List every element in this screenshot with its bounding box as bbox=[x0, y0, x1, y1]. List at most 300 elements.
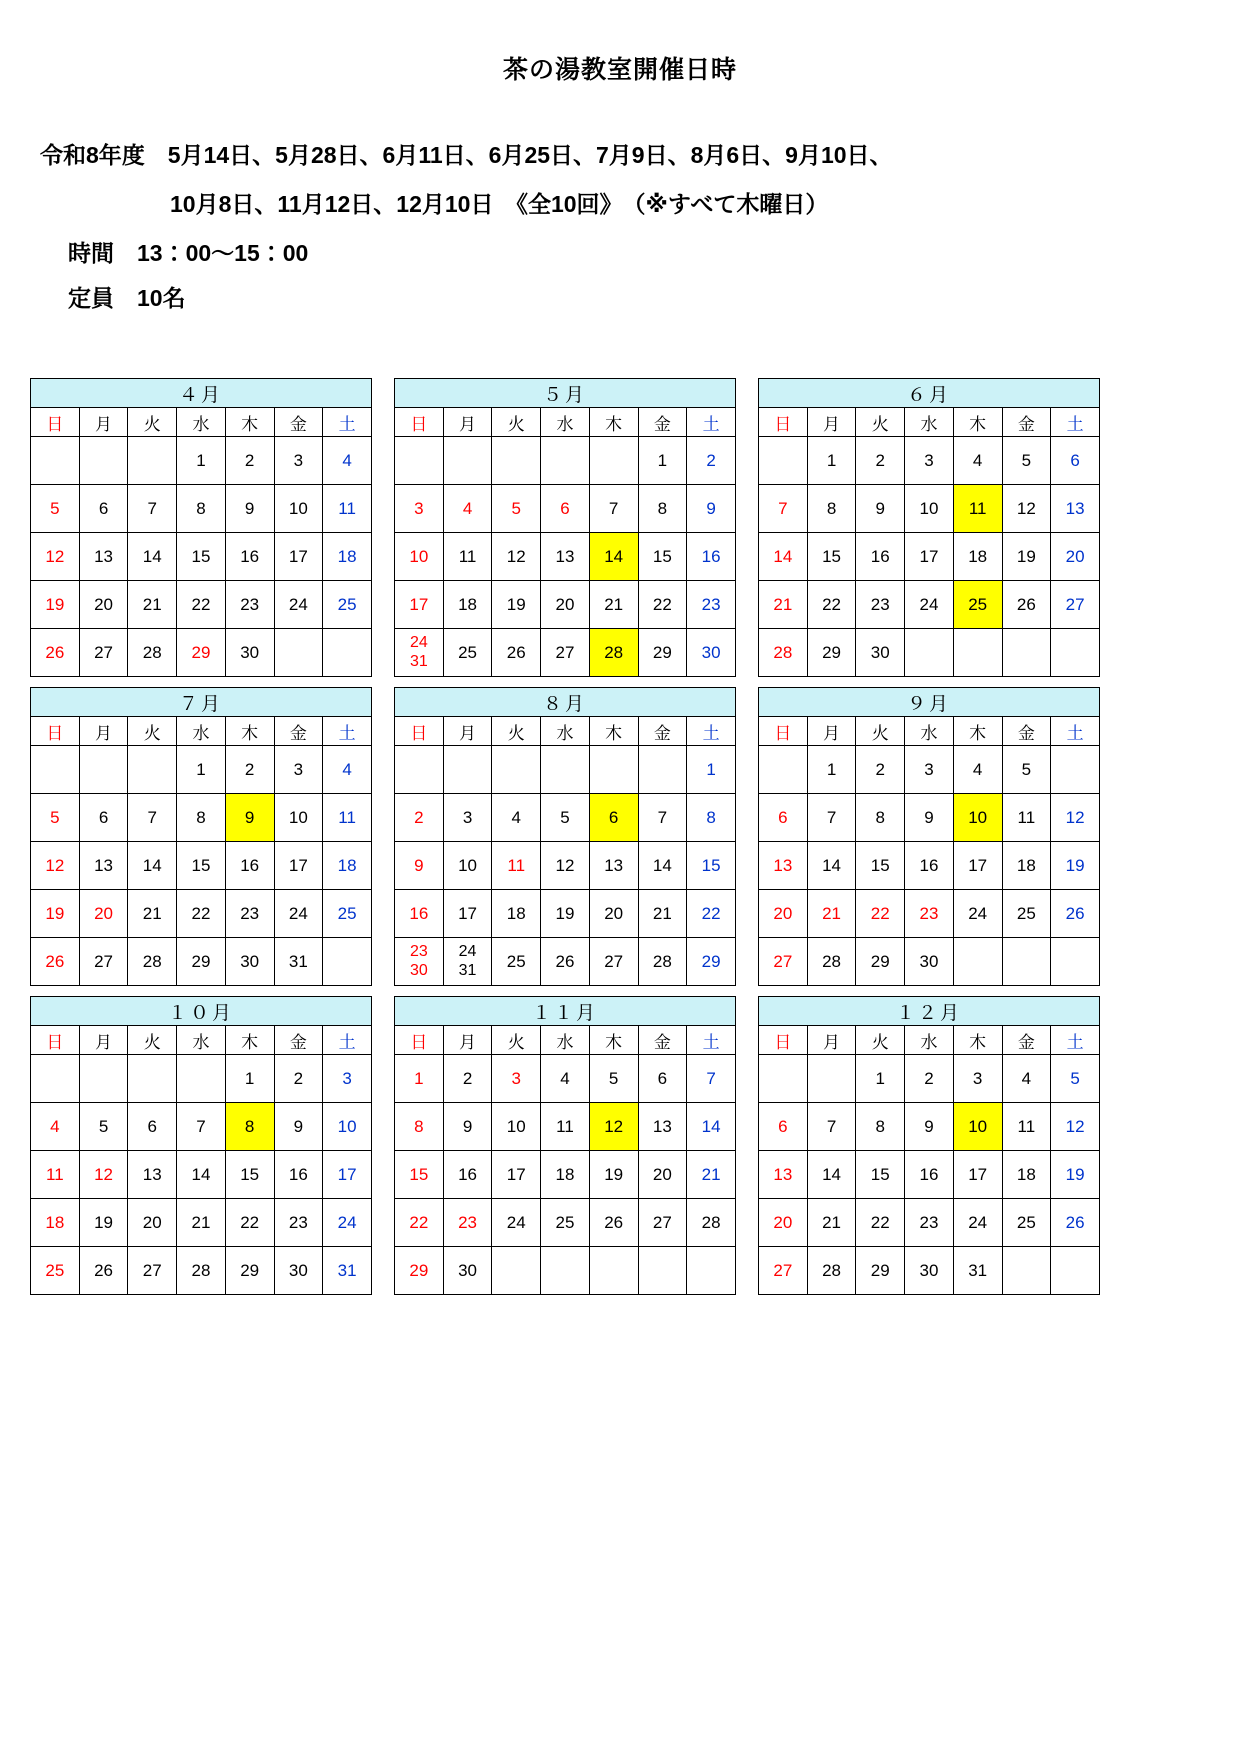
calendar-day-cell[interactable]: 4 bbox=[323, 437, 372, 485]
day-number-secondary: 30 bbox=[409, 961, 428, 979]
calendar-day-cell[interactable]: 10 bbox=[274, 485, 323, 533]
calendar-day-cell[interactable]: 14 bbox=[128, 533, 177, 581]
calendar-day-cell[interactable]: 28 bbox=[759, 629, 808, 677]
calendar-day-cell[interactable]: 31 bbox=[323, 1247, 372, 1295]
calendar-day-cell[interactable]: 7 bbox=[638, 794, 687, 842]
weekday-header: 日 bbox=[395, 1026, 444, 1055]
calendar-day-cell[interactable]: 30 bbox=[905, 938, 954, 986]
calendar-day-cell[interactable]: 14 bbox=[687, 1103, 736, 1151]
month-header: ５月 bbox=[395, 379, 736, 408]
calendar-day-cell[interactable]: 13 bbox=[759, 842, 808, 890]
calendar-day-cell[interactable]: 2 bbox=[395, 794, 444, 842]
calendar-day-cell[interactable]: 27 bbox=[589, 938, 638, 986]
calendar-day-cell[interactable]: 25 bbox=[323, 890, 372, 938]
calendar-day-cell[interactable]: 4 bbox=[492, 794, 541, 842]
calendar-day-cell[interactable]: 4 bbox=[31, 1103, 80, 1151]
calendar-day-cell[interactable]: 29 bbox=[177, 938, 226, 986]
calendar-day-cell[interactable]: 20 bbox=[638, 1151, 687, 1199]
calendar-day-cell[interactable]: 3 bbox=[443, 794, 492, 842]
calendar-day-cell[interactable]: 18 bbox=[323, 533, 372, 581]
calendar-day-cell[interactable]: 23 bbox=[443, 1199, 492, 1247]
calendar-day-cell[interactable]: 16 bbox=[395, 890, 444, 938]
month-header: ６月 bbox=[759, 379, 1100, 408]
calendar-day-cell[interactable]: 7 bbox=[807, 1103, 856, 1151]
weekday-header: 月 bbox=[79, 717, 128, 746]
calendar-week-row bbox=[31, 1151, 372, 1199]
calendar-day-cell[interactable]: 10 bbox=[395, 533, 444, 581]
calendar-day-cell[interactable]: 2 bbox=[856, 746, 905, 794]
calendar-day-cell[interactable]: 25 bbox=[1002, 1199, 1051, 1247]
calendar-day-cell[interactable]: 3 bbox=[323, 1055, 372, 1103]
calendar-day-cell[interactable]: 20 bbox=[541, 581, 590, 629]
calendar-day-cell[interactable]: 20 bbox=[759, 1199, 808, 1247]
calendar-day-cell[interactable]: 30 bbox=[225, 938, 274, 986]
calendar-day-cell[interactable]: 20 bbox=[79, 890, 128, 938]
calendar-day-cell[interactable]: 10 bbox=[905, 485, 954, 533]
calendar-day-cell[interactable]: 5 bbox=[79, 1103, 128, 1151]
calendar-day-cell[interactable]: 23 bbox=[856, 581, 905, 629]
calendar-day-cell[interactable]: 11 bbox=[1002, 794, 1051, 842]
calendar-day-cell[interactable]: 29 bbox=[807, 629, 856, 677]
calendar-week-row bbox=[759, 1247, 1100, 1295]
calendar-day-cell[interactable]: 20 bbox=[589, 890, 638, 938]
calendar-day-cell[interactable]: 1 bbox=[856, 1055, 905, 1103]
calendar-day-cell[interactable]: 18 bbox=[443, 581, 492, 629]
calendar-day-cell[interactable]: 9 bbox=[443, 1103, 492, 1151]
calendar-day-cell[interactable]: 21 bbox=[807, 890, 856, 938]
calendar-day-cell[interactable]: 22 bbox=[177, 581, 226, 629]
calendar-day-cell[interactable]: 14 bbox=[807, 842, 856, 890]
calendar-day-cell[interactable]: 16 bbox=[274, 1151, 323, 1199]
calendar-day-cell[interactable]: 28 bbox=[638, 938, 687, 986]
calendar-day-cell[interactable]: 19 bbox=[31, 581, 80, 629]
calendar-day-cell[interactable]: 24 bbox=[953, 1199, 1002, 1247]
calendar-day-cell[interactable]: 1 bbox=[807, 746, 856, 794]
calendar-day-cell[interactable]: 27 bbox=[128, 1247, 177, 1295]
calendar-day-cell[interactable]: 4 bbox=[443, 485, 492, 533]
calendar-day-cell[interactable]: 24 bbox=[274, 890, 323, 938]
calendar-day-cell[interactable]: 17 bbox=[443, 890, 492, 938]
calendar-day-cell[interactable]: 28 bbox=[177, 1247, 226, 1295]
calendar-day-cell[interactable]: 15 bbox=[395, 1151, 444, 1199]
calendar-day-cell[interactable]: 22 bbox=[687, 890, 736, 938]
calendar-day-cell[interactable]: 29 bbox=[638, 629, 687, 677]
calendar-day-cell[interactable]: 17 bbox=[953, 842, 1002, 890]
calendar-day-cell[interactable]: 28 bbox=[128, 629, 177, 677]
calendar-day-cell[interactable]: 12 bbox=[589, 1103, 638, 1151]
calendar-day-cell[interactable]: 16 bbox=[687, 533, 736, 581]
calendar-day-cell[interactable]: 12 bbox=[31, 842, 80, 890]
calendar-day-cell[interactable]: 6 bbox=[1051, 437, 1100, 485]
calendar-day-cell[interactable]: 2 bbox=[856, 437, 905, 485]
calendar-day-cell[interactable]: 14 bbox=[177, 1151, 226, 1199]
calendar-day-cell[interactable]: 12 bbox=[1002, 485, 1051, 533]
calendar-day-cell[interactable]: 26 bbox=[1051, 890, 1100, 938]
calendar-day-cell[interactable]: 3 bbox=[905, 746, 954, 794]
calendar-day-cell[interactable]: 18 bbox=[492, 890, 541, 938]
calendar-month bbox=[30, 687, 372, 986]
calendar-day-cell[interactable]: 21 bbox=[177, 1199, 226, 1247]
calendar-day-cell[interactable]: 20 bbox=[79, 581, 128, 629]
calendar-day-cell[interactable]: 30 bbox=[274, 1247, 323, 1295]
calendar-day-cell[interactable]: 25 bbox=[31, 1247, 80, 1295]
calendar-day-cell[interactable]: 23 bbox=[225, 890, 274, 938]
calendar-day-cell[interactable]: 26 bbox=[589, 1199, 638, 1247]
calendar-day-cell[interactable] bbox=[395, 629, 444, 677]
calendar-day-cell[interactable]: 27 bbox=[759, 938, 808, 986]
calendar-day-cell[interactable]: 16 bbox=[225, 842, 274, 890]
calendar-day-cell[interactable]: 5 bbox=[1002, 437, 1051, 485]
calendar-day-cell[interactable]: 6 bbox=[759, 794, 808, 842]
calendar-day-cell[interactable]: 20 bbox=[1051, 533, 1100, 581]
calendar-day-cell[interactable]: 8 bbox=[856, 1103, 905, 1151]
calendar-day-cell[interactable]: 10 bbox=[274, 794, 323, 842]
calendar-day-cell[interactable]: 3 bbox=[395, 485, 444, 533]
calendar-day-cell[interactable]: 11 bbox=[492, 842, 541, 890]
calendar-day-cell[interactable]: 19 bbox=[1051, 842, 1100, 890]
calendar-day-cell[interactable]: 8 bbox=[395, 1103, 444, 1151]
calendar-day-cell[interactable]: 30 bbox=[856, 629, 905, 677]
calendar-day-cell[interactable]: 13 bbox=[79, 533, 128, 581]
calendar-day-cell[interactable]: 7 bbox=[128, 485, 177, 533]
calendar-day-cell[interactable]: 10 bbox=[953, 1103, 1002, 1151]
calendar-day-cell[interactable]: 22 bbox=[807, 581, 856, 629]
calendar-day-cell[interactable]: 29 bbox=[225, 1247, 274, 1295]
calendar-day-cell[interactable]: 15 bbox=[177, 842, 226, 890]
calendar-day-cell[interactable]: 2 bbox=[225, 746, 274, 794]
calendar-day-cell[interactable]: 29 bbox=[395, 1247, 444, 1295]
calendar-day-cell[interactable]: 18 bbox=[1002, 842, 1051, 890]
calendar-empty-cell bbox=[443, 437, 492, 485]
calendar-day-cell[interactable]: 3 bbox=[274, 746, 323, 794]
calendar-day-cell[interactable]: 31 bbox=[274, 938, 323, 986]
calendar-day-cell[interactable]: 22 bbox=[638, 581, 687, 629]
calendar-day-cell[interactable]: 15 bbox=[177, 533, 226, 581]
calendar-day-cell[interactable]: 16 bbox=[856, 533, 905, 581]
calendar-day-cell[interactable]: 6 bbox=[589, 794, 638, 842]
calendar-day-cell[interactable]: 26 bbox=[1002, 581, 1051, 629]
calendar-day-cell[interactable]: 5 bbox=[1051, 1055, 1100, 1103]
calendar-day-cell[interactable]: 27 bbox=[638, 1199, 687, 1247]
schedule-time: 時間 13：00〜15：00 bbox=[68, 240, 309, 266]
calendar-day-cell[interactable]: 7 bbox=[589, 485, 638, 533]
calendar-day-cell[interactable]: 24 bbox=[492, 1199, 541, 1247]
calendar-day-cell[interactable]: 14 bbox=[759, 533, 808, 581]
calendar-day-cell[interactable]: 13 bbox=[79, 842, 128, 890]
calendar-day-cell[interactable]: 7 bbox=[177, 1103, 226, 1151]
calendar-day-cell[interactable]: 18 bbox=[31, 1199, 80, 1247]
calendar-day-cell[interactable] bbox=[395, 938, 444, 986]
calendar-day-cell[interactable]: 13 bbox=[589, 842, 638, 890]
calendar-day-cell[interactable]: 1 bbox=[638, 437, 687, 485]
calendar-day-cell[interactable]: 4 bbox=[953, 746, 1002, 794]
calendar-day-cell[interactable]: 26 bbox=[79, 1247, 128, 1295]
calendar-day-cell[interactable]: 10 bbox=[443, 842, 492, 890]
calendar-day-cell[interactable]: 19 bbox=[541, 890, 590, 938]
calendar-table bbox=[30, 996, 372, 1295]
calendar-day-cell[interactable]: 23 bbox=[905, 890, 954, 938]
calendar-day-cell[interactable]: 1 bbox=[177, 746, 226, 794]
calendar-day-cell[interactable]: 24 bbox=[905, 581, 954, 629]
calendar-day-cell[interactable]: 25 bbox=[443, 629, 492, 677]
calendar-day-cell[interactable]: 19 bbox=[492, 581, 541, 629]
calendar-empty-cell bbox=[492, 746, 541, 794]
calendar-day-cell[interactable]: 8 bbox=[177, 794, 226, 842]
calendar-day-cell[interactable]: 13 bbox=[759, 1151, 808, 1199]
calendar-week-row bbox=[31, 794, 372, 842]
calendar-day-cell[interactable]: 17 bbox=[953, 1151, 1002, 1199]
calendar-day-cell[interactable]: 13 bbox=[541, 533, 590, 581]
calendar-day-cell[interactable]: 8 bbox=[177, 485, 226, 533]
calendar-day-cell[interactable]: 5 bbox=[589, 1055, 638, 1103]
calendar-day-cell[interactable]: 9 bbox=[687, 485, 736, 533]
calendar-day-cell[interactable]: 12 bbox=[1051, 794, 1100, 842]
calendar-day-cell[interactable]: 18 bbox=[1002, 1151, 1051, 1199]
month-header: １１月 bbox=[395, 997, 736, 1026]
calendar-month bbox=[758, 687, 1100, 986]
calendar-day-cell[interactable]: 11 bbox=[443, 533, 492, 581]
calendar-day-cell[interactable] bbox=[1051, 746, 1100, 794]
calendar-day-cell[interactable]: 28 bbox=[128, 938, 177, 986]
calendar-day-cell[interactable]: 11 bbox=[953, 485, 1002, 533]
calendar-day-cell[interactable]: 19 bbox=[31, 890, 80, 938]
calendar-day-cell[interactable]: 19 bbox=[1002, 533, 1051, 581]
calendar-day-cell[interactable]: 1 bbox=[807, 437, 856, 485]
calendar-day-cell[interactable]: 12 bbox=[31, 533, 80, 581]
calendar-day-cell[interactable]: 5 bbox=[1002, 746, 1051, 794]
calendar-day-cell[interactable]: 25 bbox=[1002, 890, 1051, 938]
calendar-day-cell[interactable]: 14 bbox=[589, 533, 638, 581]
calendar-day-cell[interactable]: 5 bbox=[492, 485, 541, 533]
calendar-day-cell[interactable]: 3 bbox=[953, 1055, 1002, 1103]
calendar-day-cell[interactable]: 10 bbox=[492, 1103, 541, 1151]
calendar-day-cell[interactable]: 4 bbox=[1002, 1055, 1051, 1103]
calendar-day-cell[interactable]: 6 bbox=[759, 1103, 808, 1151]
calendar-day-cell[interactable]: 28 bbox=[807, 938, 856, 986]
calendar-day-cell[interactable]: 8 bbox=[856, 794, 905, 842]
calendar-day-cell[interactable]: 28 bbox=[687, 1199, 736, 1247]
calendar-day-cell[interactable]: 1 bbox=[687, 746, 736, 794]
calendar-day-cell[interactable]: 26 bbox=[541, 938, 590, 986]
calendar-day-cell[interactable]: 9 bbox=[274, 1103, 323, 1151]
calendar-day-cell[interactable]: 2 bbox=[443, 1055, 492, 1103]
calendar-day-cell[interactable]: 3 bbox=[905, 437, 954, 485]
calendar-day-cell[interactable]: 16 bbox=[905, 1151, 954, 1199]
calendar-day-cell[interactable]: 15 bbox=[856, 1151, 905, 1199]
calendar-day-cell[interactable]: 6 bbox=[79, 485, 128, 533]
calendar-day-cell[interactable]: 20 bbox=[128, 1199, 177, 1247]
calendar-day-cell[interactable]: 15 bbox=[856, 842, 905, 890]
calendar-day-cell[interactable]: 26 bbox=[1051, 1199, 1100, 1247]
calendar-day-cell[interactable]: 9 bbox=[905, 1103, 954, 1151]
calendar-day-cell[interactable]: 1 bbox=[395, 1055, 444, 1103]
calendar-day-cell[interactable]: 24 bbox=[274, 581, 323, 629]
calendar-day-cell[interactable]: 3 bbox=[274, 437, 323, 485]
calendar-day-cell[interactable]: 25 bbox=[541, 1199, 590, 1247]
calendar-day-cell[interactable]: 27 bbox=[79, 629, 128, 677]
calendar-day-cell[interactable]: 2 bbox=[905, 1055, 954, 1103]
calendar-day-cell[interactable]: 18 bbox=[541, 1151, 590, 1199]
calendar-day-cell[interactable]: 29 bbox=[856, 1247, 905, 1295]
calendar-day-cell[interactable]: 6 bbox=[128, 1103, 177, 1151]
calendar-month bbox=[30, 378, 372, 677]
calendar-day-cell[interactable]: 15 bbox=[225, 1151, 274, 1199]
calendar-day-cell[interactable]: 27 bbox=[541, 629, 590, 677]
calendar-day-cell[interactable]: 27 bbox=[1051, 581, 1100, 629]
calendar-day-cell[interactable]: 29 bbox=[856, 938, 905, 986]
calendar-day-cell[interactable]: 27 bbox=[79, 938, 128, 986]
calendar-day-cell[interactable]: 1 bbox=[177, 437, 226, 485]
calendar-day-cell[interactable]: 17 bbox=[323, 1151, 372, 1199]
calendar-day-cell[interactable]: 12 bbox=[492, 533, 541, 581]
calendar-table bbox=[394, 687, 736, 986]
weekday-header: 日 bbox=[759, 1026, 808, 1055]
calendar-day-cell[interactable]: 24 bbox=[953, 890, 1002, 938]
calendar-empty-cell bbox=[953, 938, 1002, 986]
calendar-day-cell[interactable]: 19 bbox=[79, 1199, 128, 1247]
calendar-day-cell[interactable]: 15 bbox=[638, 533, 687, 581]
calendar-day-cell[interactable]: 11 bbox=[323, 794, 372, 842]
calendar-day-cell[interactable]: 26 bbox=[31, 938, 80, 986]
calendar-day-cell[interactable]: 8 bbox=[807, 485, 856, 533]
calendar-day-cell[interactable]: 7 bbox=[807, 794, 856, 842]
calendar-day-cell[interactable]: 26 bbox=[492, 629, 541, 677]
calendar-day-cell[interactable]: 29 bbox=[687, 938, 736, 986]
calendar-day-cell[interactable]: 12 bbox=[541, 842, 590, 890]
calendar-day-cell[interactable]: 27 bbox=[759, 1247, 808, 1295]
calendar-day-cell[interactable]: 13 bbox=[638, 1103, 687, 1151]
calendar-week-row bbox=[31, 437, 372, 485]
calendar-day-cell[interactable]: 2 bbox=[274, 1055, 323, 1103]
calendar-day-cell[interactable]: 2 bbox=[225, 437, 274, 485]
calendar-day-cell[interactable]: 7 bbox=[128, 794, 177, 842]
calendar-day-cell[interactable]: 30 bbox=[687, 629, 736, 677]
day-number-secondary: 31 bbox=[409, 652, 428, 670]
calendar-day-cell[interactable]: 29 bbox=[177, 629, 226, 677]
calendar-day-cell[interactable]: 12 bbox=[79, 1151, 128, 1199]
calendar-day-cell[interactable]: 21 bbox=[638, 890, 687, 938]
calendar-day-cell[interactable]: 28 bbox=[807, 1247, 856, 1295]
calendar-week-row bbox=[31, 1199, 372, 1247]
calendar-day-cell[interactable]: 30 bbox=[443, 1247, 492, 1295]
calendar-day-cell[interactable]: 14 bbox=[128, 842, 177, 890]
calendar-day-cell[interactable]: 22 bbox=[177, 890, 226, 938]
calendar-day-cell[interactable]: 31 bbox=[953, 1247, 1002, 1295]
calendar-day-cell[interactable]: 7 bbox=[687, 1055, 736, 1103]
calendar-day-cell[interactable]: 22 bbox=[395, 1199, 444, 1247]
calendar-day-cell[interactable]: 22 bbox=[856, 1199, 905, 1247]
calendar-day-cell[interactable]: 4 bbox=[541, 1055, 590, 1103]
calendar-day-cell[interactable]: 26 bbox=[31, 629, 80, 677]
calendar-day-cell[interactable]: 11 bbox=[541, 1103, 590, 1151]
calendar-day-cell[interactable]: 15 bbox=[807, 533, 856, 581]
calendar-day-cell[interactable]: 19 bbox=[1051, 1151, 1100, 1199]
calendar-day-cell[interactable]: 16 bbox=[905, 842, 954, 890]
calendar-day-cell[interactable]: 17 bbox=[395, 581, 444, 629]
calendar-day-cell[interactable]: 23 bbox=[905, 1199, 954, 1247]
calendar-day-cell[interactable]: 21 bbox=[589, 581, 638, 629]
calendar-day-cell[interactable]: 8 bbox=[638, 485, 687, 533]
calendar-day-cell[interactable]: 19 bbox=[589, 1151, 638, 1199]
calendar-day-cell[interactable]: 8 bbox=[225, 1103, 274, 1151]
calendar-day-cell[interactable]: 24 bbox=[323, 1199, 372, 1247]
calendar-day-cell[interactable]: 8 bbox=[687, 794, 736, 842]
calendar-day-cell[interactable]: 30 bbox=[225, 629, 274, 677]
calendar-day-cell[interactable]: 18 bbox=[323, 842, 372, 890]
calendar-day-cell[interactable]: 9 bbox=[225, 485, 274, 533]
calendar-day-cell[interactable]: 17 bbox=[274, 842, 323, 890]
calendar-day-cell[interactable]: 16 bbox=[443, 1151, 492, 1199]
calendar-day-cell[interactable]: 11 bbox=[323, 485, 372, 533]
calendar-day-cell[interactable]: 10 bbox=[953, 794, 1002, 842]
calendar-day-cell[interactable]: 20 bbox=[759, 890, 808, 938]
calendar-day-cell[interactable]: 9 bbox=[905, 794, 954, 842]
calendar-day-cell[interactable]: 17 bbox=[274, 533, 323, 581]
calendar-day-cell[interactable]: 21 bbox=[128, 890, 177, 938]
calendar-day-cell[interactable]: 25 bbox=[492, 938, 541, 986]
calendar-day-cell[interactable]: 25 bbox=[323, 581, 372, 629]
calendar-day-cell[interactable]: 6 bbox=[638, 1055, 687, 1103]
calendar-day-cell[interactable]: 4 bbox=[323, 746, 372, 794]
calendar-day-cell[interactable]: 15 bbox=[687, 842, 736, 890]
calendar-day-cell[interactable]: 11 bbox=[1002, 1103, 1051, 1151]
calendar-day-cell[interactable]: 23 bbox=[225, 581, 274, 629]
calendar-day-cell[interactable]: 17 bbox=[492, 1151, 541, 1199]
calendar-day-cell[interactable]: 9 bbox=[395, 842, 444, 890]
calendar-day-cell[interactable]: 13 bbox=[128, 1151, 177, 1199]
calendar-day-cell[interactable]: 10 bbox=[323, 1103, 372, 1151]
calendar-day-cell[interactable]: 2 bbox=[687, 437, 736, 485]
calendar-day-cell[interactable]: 23 bbox=[274, 1199, 323, 1247]
calendar-day-cell[interactable]: 7 bbox=[759, 485, 808, 533]
calendar-day-cell[interactable]: 23 bbox=[687, 581, 736, 629]
weekday-header: 金 bbox=[274, 408, 323, 437]
calendar-day-cell[interactable]: 21 bbox=[687, 1151, 736, 1199]
calendar-day-cell[interactable]: 5 bbox=[31, 485, 80, 533]
calendar-day-cell[interactable]: 25 bbox=[953, 581, 1002, 629]
calendar-day-cell[interactable]: 22 bbox=[856, 890, 905, 938]
calendar-day-cell[interactable]: 5 bbox=[31, 794, 80, 842]
calendar-day-cell[interactable] bbox=[443, 938, 492, 986]
calendar-day-cell[interactable]: 11 bbox=[31, 1151, 80, 1199]
weekday-header: 金 bbox=[274, 1026, 323, 1055]
calendar-week-row bbox=[759, 1055, 1100, 1103]
calendar-day-cell[interactable]: 17 bbox=[905, 533, 954, 581]
calendar-day-cell[interactable]: 12 bbox=[1051, 1103, 1100, 1151]
calendar-day-cell[interactable]: 3 bbox=[492, 1055, 541, 1103]
calendar-day-cell[interactable]: 14 bbox=[638, 842, 687, 890]
calendar-day-cell[interactable]: 6 bbox=[79, 794, 128, 842]
calendar-day-cell[interactable]: 21 bbox=[807, 1199, 856, 1247]
calendar-day-cell[interactable]: 28 bbox=[589, 629, 638, 677]
calendar-day-cell[interactable]: 6 bbox=[541, 485, 590, 533]
calendar-day-cell[interactable]: 18 bbox=[953, 533, 1002, 581]
weekday-header: 月 bbox=[443, 717, 492, 746]
calendar-day-cell[interactable]: 13 bbox=[1051, 485, 1100, 533]
calendar-day-cell[interactable]: 22 bbox=[225, 1199, 274, 1247]
calendar-day-cell[interactable]: 30 bbox=[905, 1247, 954, 1295]
calendar-empty-cell bbox=[31, 437, 80, 485]
calendar-day-cell[interactable]: 16 bbox=[225, 533, 274, 581]
calendar-day-cell[interactable]: 14 bbox=[807, 1151, 856, 1199]
calendar-day-cell[interactable]: 21 bbox=[759, 581, 808, 629]
calendar-day-cell[interactable]: 9 bbox=[856, 485, 905, 533]
calendar-day-cell[interactable]: 5 bbox=[541, 794, 590, 842]
calendar-day-cell[interactable]: 9 bbox=[225, 794, 274, 842]
calendar-day-cell[interactable]: 4 bbox=[953, 437, 1002, 485]
calendar-day-cell[interactable]: 1 bbox=[225, 1055, 274, 1103]
calendar-day-cell[interactable]: 21 bbox=[128, 581, 177, 629]
